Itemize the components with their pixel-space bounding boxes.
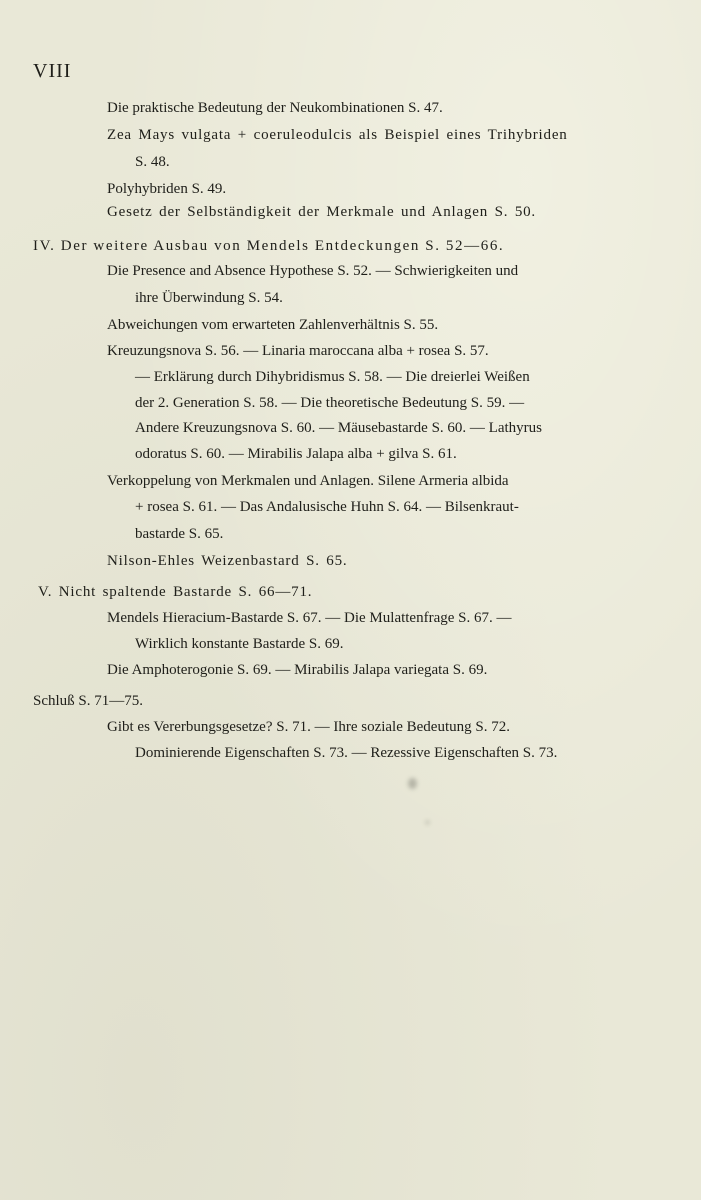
toc-line: Nilson-Ehles Weizenbastard S. 65. (107, 553, 348, 569)
toc-line: ihre Überwindung S. 54. (135, 290, 283, 306)
toc-line: Gesetz der Selbständigkeit der Merkmale und Anlagen S. 50. (107, 204, 536, 220)
toc-line: Die Presence and Absence Hypothese S. 52. — Schwierigkeiten und (107, 263, 519, 279)
toc-line: bastarde S. 65. (135, 526, 224, 542)
toc-chapter-heading: V. Nicht spaltende Bastarde S. 66—71. (38, 584, 313, 600)
toc-line: Verkoppelung von Merkmalen und Anlagen. Silene Armeria albida (107, 473, 509, 489)
toc-line: Polyhybriden S. 49. (107, 181, 227, 197)
toc-line: Die Amphoterogonie S. 69. — Mirabilis Jalapa variegata S. 69. (107, 662, 488, 678)
toc-chapter-heading: Schluß S. 71—75. (33, 693, 144, 709)
toc-line: Kreuzungsnova S. 56. — Linaria maroccana alba + rosea S. 57. (107, 343, 489, 359)
paper-smudge (425, 820, 430, 825)
toc-line: — Erklärung durch Dihybridismus S. 58. — Die dreierlei Weißen (135, 369, 530, 385)
toc-line: Gibt es Vererbungsgesetze? S. 71. — Ihre soziale Bedeutung S. 72. (107, 719, 510, 735)
toc-line: Die praktische Bedeutung der Neukombinationen S. 47. (107, 100, 443, 116)
toc-line: der 2. Generation S. 58. — Die theoretische Bedeutung S. 59. — (135, 395, 525, 411)
toc-line: Zea Mays vulgata + coeruleodulcis als Beispiel eines Trihybriden (107, 127, 568, 143)
paper-smudge (408, 778, 417, 789)
toc-chapter-heading: IV. Der weitere Ausbau von Mendels Entdeckungen S. 52—66. (33, 238, 505, 254)
toc-line: Mendels Hieracium-Bastarde S. 67. — Die Mulattenfrage S. 67. — (107, 610, 512, 626)
toc-line: Wirklich konstante Bastarde S. 69. (135, 636, 344, 652)
page-number: VIII (33, 60, 72, 82)
toc-line: + rosea S. 61. — Das Andalusische Huhn S. 64. — Bilsenkraut- (135, 499, 519, 515)
toc-line: odoratus S. 60. — Mirabilis Jalapa alba + gilva S. 61. (135, 446, 457, 462)
toc-line: Dominierende Eigenschaften S. 73. — Rezessive Eigenschaften S. 73. (135, 745, 558, 761)
toc-line: Andere Kreuzungsnova S. 60. — Mäusebastarde S. 60. — Lathyrus (135, 420, 542, 436)
toc-line: S. 48. (135, 154, 170, 170)
toc-line: Abweichungen vom erwarteten Zahlenverhältnis S. 55. (107, 317, 439, 333)
